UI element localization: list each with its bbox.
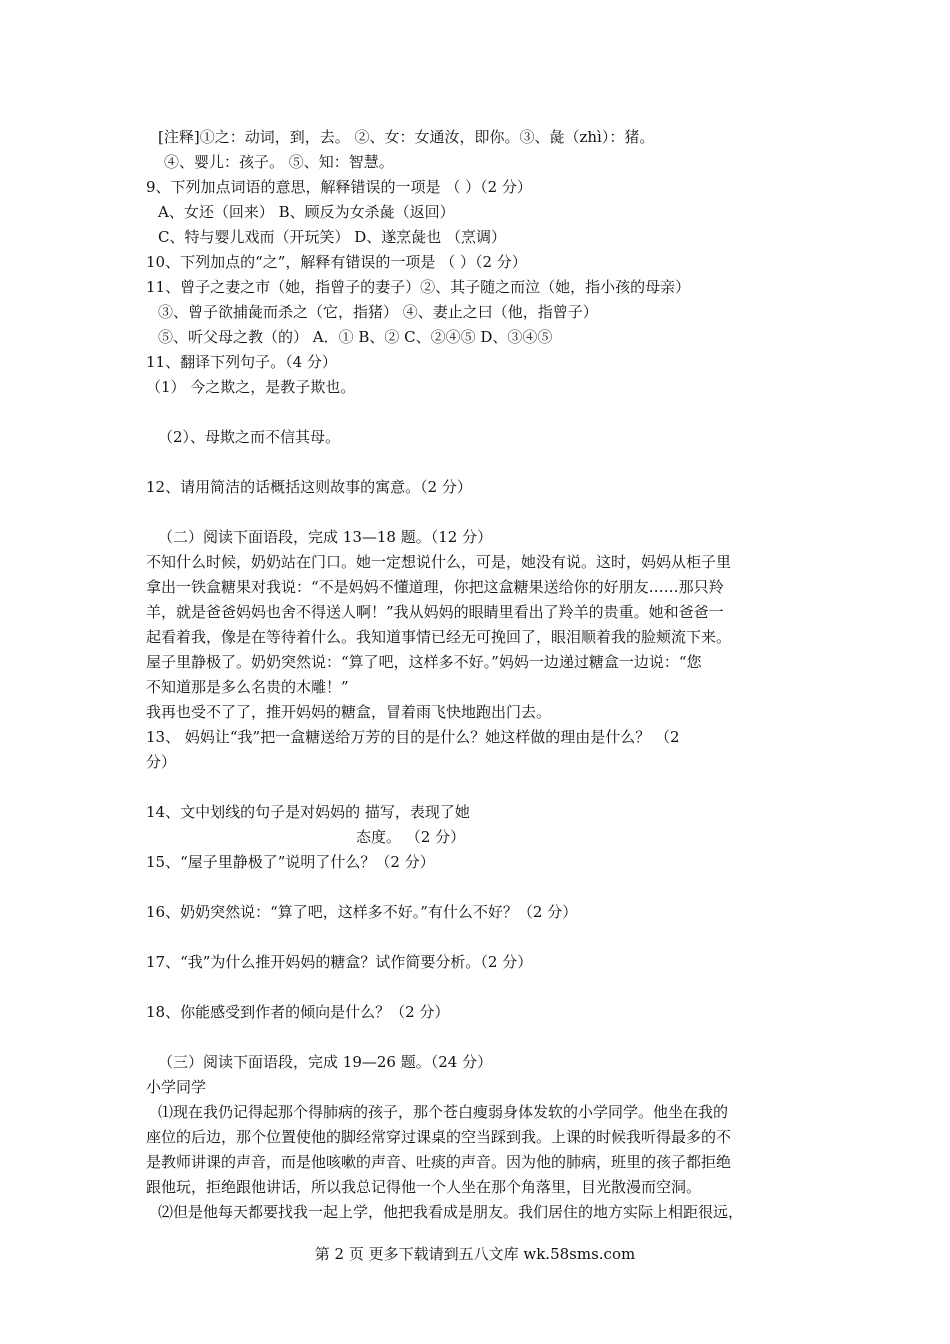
question-17: 17、“我”为什么推开妈妈的糖盒？试作简要分析。（2 分）	[146, 953, 533, 971]
passage-2-line-3: 羊，就是爸爸妈妈也舍不得送人啊！”我从妈妈的眼睛里看出了羚羊的贵重。她和爸爸一	[146, 603, 724, 621]
question-12: 12、请用简洁的话概括这则故事的寓意。（2 分）	[146, 478, 472, 496]
passage-2-line-2: 拿出一铁盒糖果对我说：“不是妈妈不懂道理，你把这盒糖果送给你的好朋友……那只羚	[146, 578, 724, 596]
page-footer: 第 2 页 更多下载请到五八文库 wk.58sms.com	[314, 1245, 636, 1263]
section-3-heading: （三）阅读下面语段，完成 19—26 题。（24 分）	[158, 1053, 493, 1071]
section-2-heading: （二）阅读下面语段，完成 13—18 题。（12 分）	[158, 528, 493, 546]
question-10-item-3: ⑤、听父母之教（的） A．① B、② C、②④⑤ D、③④⑤	[158, 328, 553, 346]
passage-3-line-4: 跟他玩，拒绝跟他讲话，所以我总记得他一个人坐在那个角落里，目光散漫而空洞。	[146, 1178, 702, 1196]
question-13: 13、 妈妈让“我”把一盒糖送给万芳的目的是什么？她这样做的理由是什么？ （2	[146, 728, 680, 746]
question-9-options-ab: A、女还（回来） B、顾反为女杀彘（返回）	[158, 203, 455, 221]
question-10-item-2: ③、曾子欲捕彘而杀之（它，指猪） ④、妻止之曰（他，指曾子）	[158, 303, 598, 321]
question-13-score: 分）	[146, 753, 177, 771]
question-14: 14、文中划线的句子是对妈妈的 描写，表现了她	[146, 803, 470, 821]
passage-2-line-7: 我再也受不了了，推开妈妈的糖盒，冒着雨飞快地跑出门去。	[146, 703, 552, 721]
passage-3-line-3: 是教师讲课的声音，而是他咳嗽的声音、吐痰的声音。因为他的肺病，班里的孩子都拒绝	[146, 1153, 732, 1171]
passage-3-line-5: ⑵但是他每天都要找我一起上学，他把我看成是朋友。我们居住的地方实际上相距很远，	[158, 1203, 744, 1221]
question-10-item-1: 11、曾子之妻之市（她，指曾子的妻子）②、其子随之而泣（她，指小孩的母亲）	[146, 278, 691, 296]
question-10: 10、下列加点的“之”，解释有错误的一项是 （ ）（2 分）	[146, 253, 527, 271]
passage-2-line-1: 不知什么时候，奶奶站在门口。她一定想说什么，可是，她没有说。这时，妈妈从柜子里	[146, 553, 732, 571]
question-14-continued: 态度。 （2 分）	[356, 828, 466, 846]
question-9-options-cd: C、特与婴儿戏而（开玩笑） D、遂烹彘也 （烹调）	[158, 228, 507, 246]
question-11-sentence-1: （1） 今之欺之，是教子欺也。	[146, 378, 356, 396]
question-9: 9、下列加点词语的意思，解释错误的一项是 （ ）（2 分）	[146, 178, 532, 196]
passage-2-line-5: 屋子里静极了。奶奶突然说：“算了吧，这样多不好。”妈妈一边递过糖盒一边说：“您	[146, 653, 702, 671]
passage-3-line-2: 座位的后边，那个位置使他的脚经常穿过课桌的空当踩到我。上课的时候我听得最多的不	[146, 1128, 732, 1146]
question-11: 11、翻译下列句子。（4 分）	[146, 353, 337, 371]
passage-3-title: 小学同学	[146, 1078, 207, 1096]
question-15: 15、“屋子里静极了”说明了什么？（2 分）	[146, 853, 435, 871]
passage-2-line-4: 起看着我，像是在等待着什么。我知道事情已经无可挽回了，眼泪顺着我的脸颊流下来。	[146, 628, 732, 646]
annotation-line-1: [注释]①之：动词，到，去。 ②、女：女通汝，即你。③、彘（zhì）：猪。	[158, 128, 655, 146]
question-18: 18、你能感受到作者的倾向是什么？（2 分）	[146, 1003, 450, 1021]
question-16: 16、奶奶突然说：“算了吧，这样多不好。”有什么不好？（2 分）	[146, 903, 578, 921]
passage-2-line-6: 不知道那是多么名贵的木雕！”	[146, 678, 349, 696]
passage-3-line-1: ⑴现在我仍记得起那个得肺病的孩子，那个苍白瘦弱身体发软的小学同学。他坐在我的	[158, 1103, 729, 1121]
question-11-sentence-2: （2）、母欺之而不信其母。	[158, 428, 341, 446]
annotation-line-2: ④、婴儿：孩子。 ⑤、知：智慧。	[164, 153, 394, 171]
